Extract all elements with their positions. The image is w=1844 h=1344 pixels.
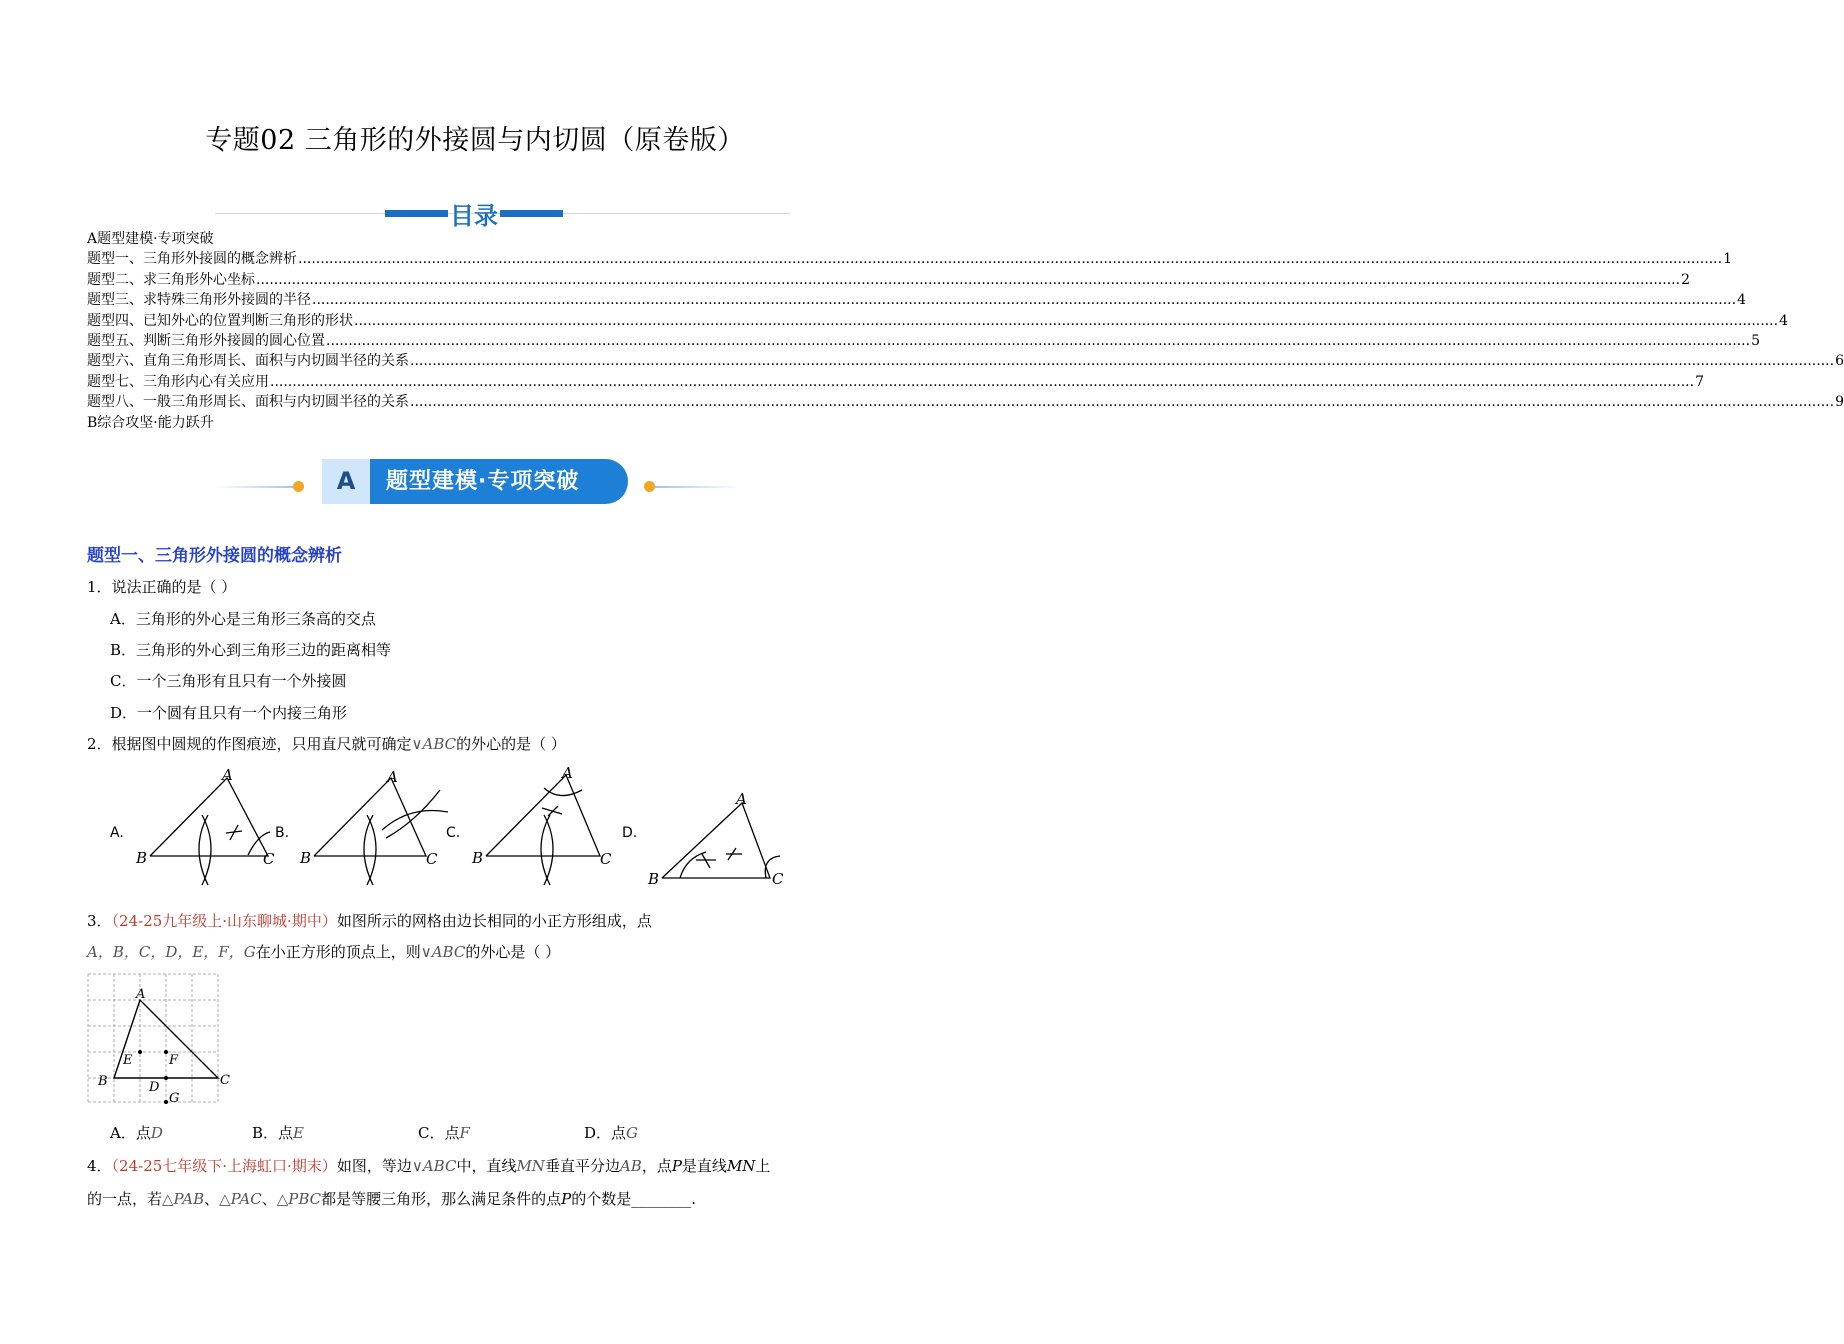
question-3-stem-line2: A，B，C，D，E，F，G在小正方形的顶点上，则∨ABC的外心是（ ）	[87, 943, 561, 961]
svg-text:A: A	[136, 987, 146, 1002]
toc-part-a[interactable]: A题型建模·专项突破	[87, 231, 214, 247]
q3-option-b: B．点E	[252, 1124, 304, 1142]
svg-text:B: B	[648, 870, 660, 888]
toc-item[interactable]: 题型二、求三角形外心坐标 ..... 2	[87, 270, 863, 290]
svg-text:E: E	[123, 1053, 133, 1068]
question-4-stem-line2: 的一点，若△PAB、△PAC、△PBC都是等腰三角形，那么满足条件的点P的个数是________.	[87, 1190, 697, 1208]
svg-text:A: A	[222, 766, 233, 784]
q2-figures	[130, 760, 810, 895]
svg-text:B: B	[300, 849, 312, 867]
q2-label-d: D.	[622, 825, 638, 841]
svg-text:A: A	[562, 764, 573, 782]
svg-text:G: G	[169, 1091, 180, 1106]
toc-heading: 目录	[450, 202, 498, 230]
table-of-contents	[87, 229, 1844, 433]
banner-letter: A	[322, 459, 370, 504]
svg-text:B: B	[98, 1074, 108, 1089]
section-banner	[322, 459, 628, 504]
svg-text:B: B	[136, 849, 148, 867]
q1-option-a: A．三角形的外心是三角形三条高的交点	[110, 610, 376, 628]
svg-text:C: C	[263, 850, 275, 868]
banner-dot-right	[644, 481, 655, 492]
question-2-stem: 2．根据图中圆规的作图痕迹，只用直尺就可确定∨ABC的外心的是（ ）	[87, 735, 566, 753]
svg-text:B: B	[472, 849, 484, 867]
q2-label-a: A.	[110, 825, 124, 841]
question-3-stem: 3．（24-25九年级上·山东聊城·期中）如图所示的网格由边长相同的小正方形组成，点	[87, 912, 652, 930]
toc-item[interactable]: 题型三、求特殊三角形外接圆的半径 ..... 4	[87, 290, 863, 310]
q2-label-b: B.	[275, 825, 290, 841]
q3-option-c: C．点F	[418, 1124, 470, 1142]
toc-bar-left	[385, 210, 448, 217]
banner-text: 题型建模·专项突破	[386, 469, 580, 494]
svg-text:C: C	[426, 850, 438, 868]
q1-option-c: C．一个三角形有且只有一个外接圆	[110, 672, 347, 690]
q1-option-b: B．三角形的外心到三角形三边的距离相等	[110, 641, 392, 659]
toc-part-b[interactable]: B综合攻坚·能力跃升	[87, 414, 214, 431]
section-title: 题型一、三角形外接圆的概念辨析	[87, 546, 342, 566]
figure-a	[135, 766, 275, 885]
svg-text:D: D	[149, 1080, 160, 1095]
figure-b	[299, 768, 448, 885]
banner-line-left	[215, 486, 298, 488]
q3-option-d: D．点G	[584, 1124, 639, 1142]
toc-item[interactable]: 题型一、三角形外接圆的概念辨析 ..... 1	[87, 249, 863, 269]
svg-text:C: C	[220, 1073, 230, 1088]
figure-d	[647, 790, 784, 888]
svg-text:A: A	[736, 790, 747, 808]
svg-text:C: C	[600, 850, 612, 868]
q3-option-a: A．点D	[110, 1124, 163, 1142]
q2-label-c: C.	[446, 825, 461, 841]
banner-line-right	[655, 486, 740, 488]
page-title: 专题02 三角形的外接圆与内切圆（原卷版）	[205, 125, 745, 156]
banner-dot-left	[293, 481, 304, 492]
svg-text:C: C	[772, 870, 784, 888]
toc-item[interactable]: 题型四、已知外心的位置判断三角形的形状 ..... 4	[87, 311, 863, 331]
toc-bar-right	[500, 210, 563, 217]
answer-blank[interactable]: ________	[631, 1190, 692, 1208]
toc-item[interactable]: 题型六、直角三角形周长、面积与内切圆半径的关系 ..... 6	[87, 351, 863, 371]
question-1-stem: 1．说法正确的是（ ）	[87, 578, 237, 596]
figure-c	[471, 764, 612, 885]
svg-text:A: A	[387, 768, 398, 786]
svg-text:F: F	[169, 1053, 179, 1068]
toc-item[interactable]: 题型七、三角形内心有关应用 ..... 7	[87, 372, 863, 392]
toc-item[interactable]: 题型八、一般三角形周长、面积与内切圆半径的关系 ..... 9	[87, 392, 863, 412]
q3-grid-figure	[86, 972, 230, 1108]
question-4-stem: 4．（24-25七年级下·上海虹口·期末）如图，等边∨ABC中，直线MN垂直平分边AB，点P是直线MN上	[87, 1157, 771, 1175]
q1-option-d: D．一个圆有且只有一个内接三角形	[110, 704, 348, 722]
toc-item[interactable]: 题型五、判断三角形外接圆的圆心位置 ..... 5	[87, 331, 863, 351]
